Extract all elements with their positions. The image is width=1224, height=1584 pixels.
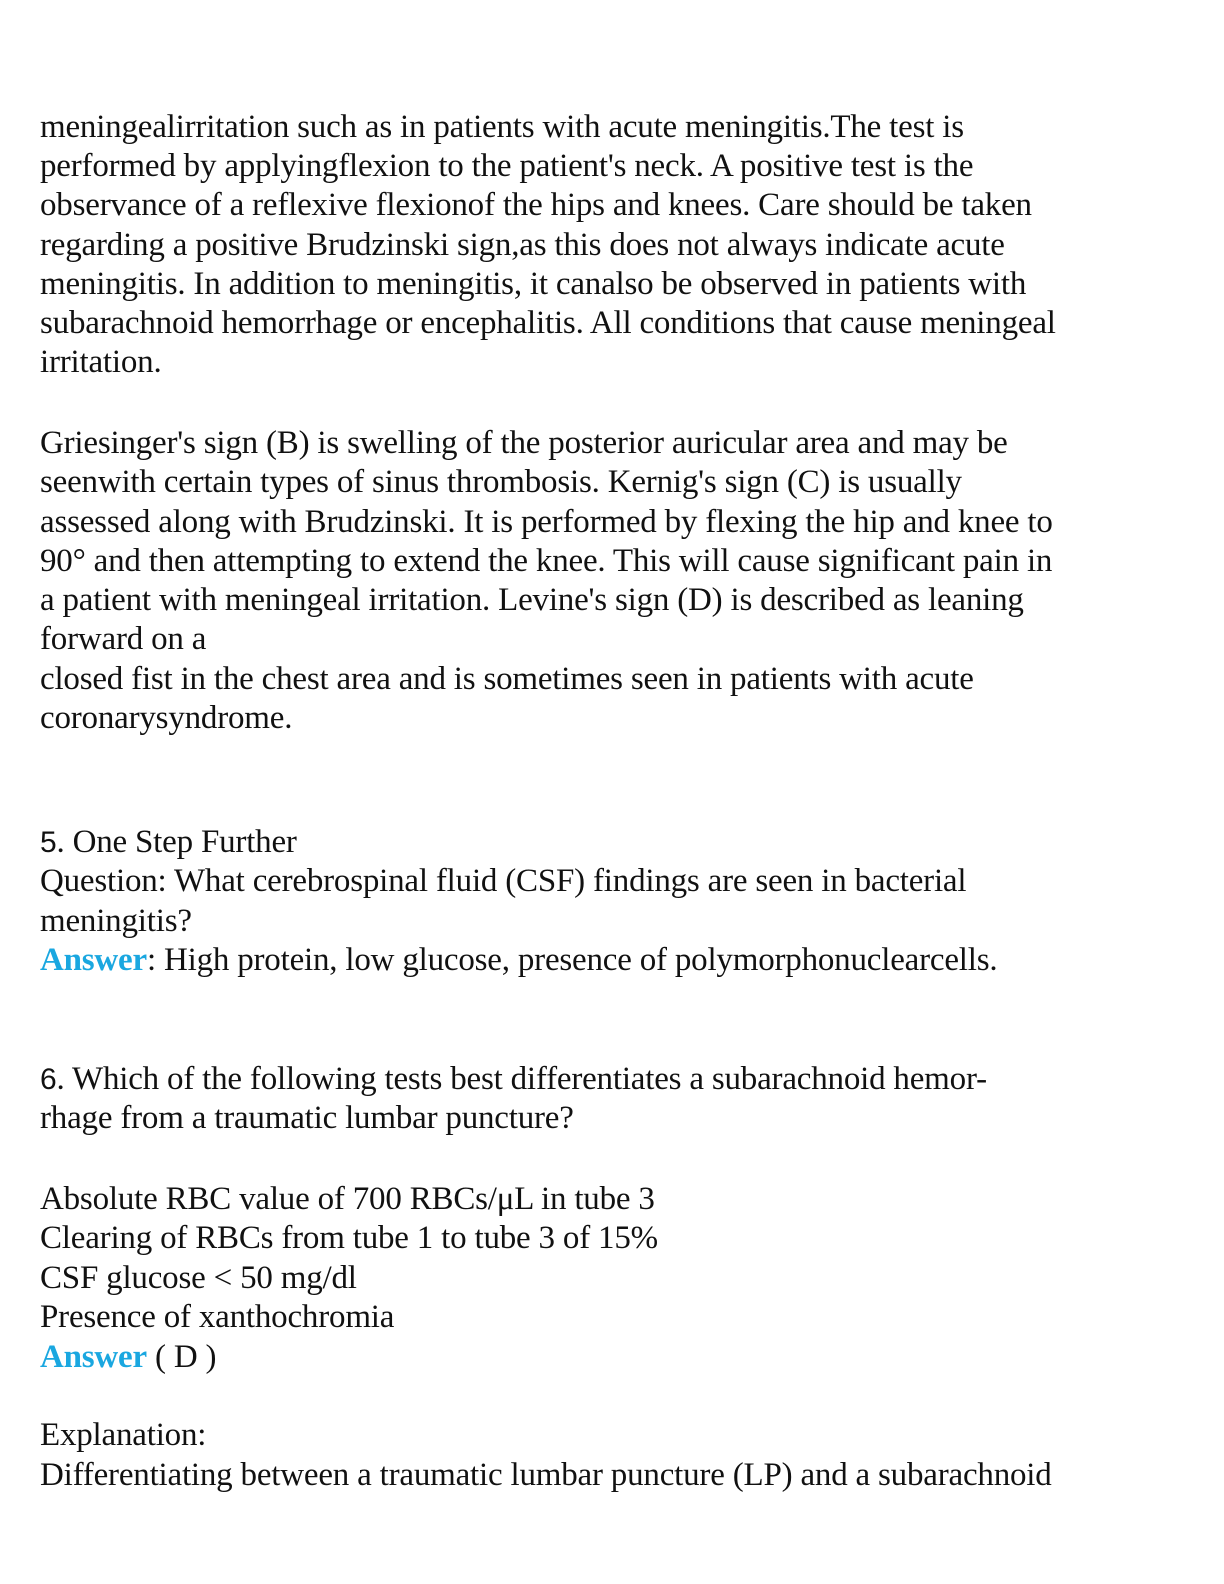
- section-5-question-line: meningitis?: [40, 903, 192, 939]
- section-5-question-line: Question: What cerebrospinal fluid (CSF) findings are seen in bacterial: [40, 863, 967, 899]
- section-6-question-line: [40, 1060, 987, 1099]
- section-6-number: 6: [40, 1063, 57, 1096]
- paragraph-2-line: closed fist in the chest area and is sometimes seen in patients with acute: [40, 661, 974, 697]
- section-6-answer: [40, 1338, 216, 1377]
- paragraph-1-line: irritation.: [40, 344, 162, 380]
- paragraph-1-line: meningitis. In addition to meningitis, it canalso be observed in patients with: [40, 266, 1027, 302]
- section-6-question-text: . Which of the following tests best differentiates a subarachnoid hemor-: [56, 1061, 987, 1097]
- paragraph-1-line: performed by applyingflexion to the patient's neck. A positive test is the: [40, 148, 974, 184]
- paragraph-1-line: regarding a positive Brudzinski sign,as this does not always indicate acute: [40, 227, 1005, 263]
- paragraph-1-line: subarachnoid hemorrhage or encephalitis. All conditions that cause meningeal: [40, 305, 1056, 341]
- paragraph-2-line: a patient with meningeal irritation. Levine's sign (D) is described as leaning: [40, 582, 1024, 618]
- option-item: CSF glucose < 50 mg/dl: [40, 1260, 357, 1296]
- paragraph-1-line: meningealirritation such as in patients with acute meningitis.The test is: [40, 109, 964, 145]
- section-5-answer: [40, 941, 997, 980]
- answer-label: Answer: [40, 942, 147, 978]
- option-item: Absolute RBC value of 700 RBCs/μL in tube 3: [40, 1181, 655, 1217]
- answer-label: Answer: [40, 1339, 147, 1375]
- option-item: Presence of xanthochromia: [40, 1299, 395, 1335]
- section-5-number: 5: [40, 826, 57, 859]
- section-5-answer-text: : High protein, low glucose, presence of polymorphonuclearcells.: [146, 942, 998, 978]
- paragraph-2-line: coronarysyndrome.: [40, 700, 293, 736]
- section-6-answer-value: ( D ): [146, 1339, 217, 1375]
- option-item: Clearing of RBCs from tube 1 to tube 3 of 15%: [40, 1220, 658, 1256]
- section-5-title: . One Step Further: [56, 824, 297, 860]
- section-5-heading: [40, 823, 297, 862]
- section-6-question-line: rhage from a traumatic lumbar puncture?: [40, 1100, 574, 1136]
- explanation-label: Explanation:: [40, 1417, 207, 1453]
- explanation-line: Differentiating between a traumatic lumbar puncture (LP) and a subarachnoid: [40, 1457, 1052, 1493]
- paragraph-2-line: Griesinger's sign (B) is swelling of the posterior auricular area and may be: [40, 425, 1008, 461]
- paragraph-2-line: assessed along with Brudzinski. It is performed by flexing the hip and knee to: [40, 504, 1053, 540]
- paragraph-2-line: seenwith certain types of sinus thrombosis. Kernig's sign (C) is usually: [40, 464, 962, 500]
- paragraph-1-line: observance of a reflexive flexionof the hips and knees. Care should be taken: [40, 187, 1032, 223]
- paragraph-2-line: 90° and then attempting to extend the knee. This will cause significant pain in: [40, 543, 1053, 579]
- paragraph-2-line: forward on a: [40, 621, 207, 657]
